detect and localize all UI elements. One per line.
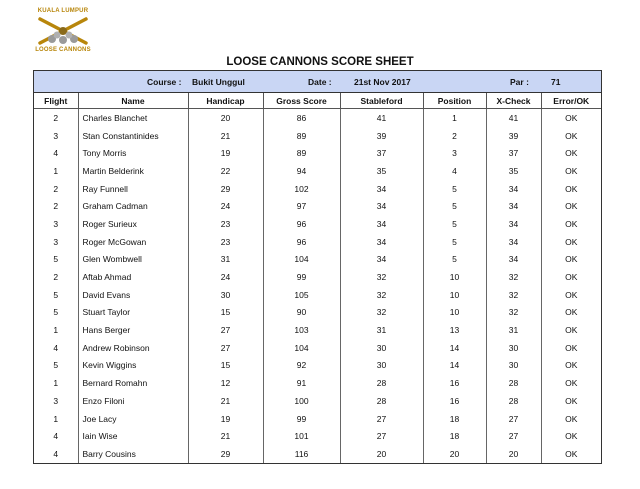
position-cell: 14 [423,339,486,357]
name-cell: Stuart Taylor [78,304,188,322]
status-cell: OK [565,431,578,442]
name-cell: Martin Belderink [78,162,188,180]
status-cell: OK [565,272,578,283]
gross-score-cell: 116 [263,445,340,463]
flight-cell: 4 [34,339,78,357]
stableford-cell: 34 [340,233,423,251]
name-cell: Joe Lacy [78,410,188,428]
table-row [34,233,601,251]
table-row [34,127,601,145]
par-label: Par : [510,77,529,87]
handicap-cell: 21 [188,392,263,410]
status-cell: OK [565,289,578,300]
flight-cell: 1 [34,410,78,428]
handicap-cell: 21 [188,127,263,145]
gross-score-cell: 90 [263,304,340,322]
handicap-cell: 31 [188,251,263,269]
course-info-bar [34,71,601,93]
col-stableford: Stableford [340,93,423,109]
gross-score-cell: 104 [263,251,340,269]
stableford-cell: 41 [340,109,423,127]
position-cell: 3 [423,144,486,162]
flight-cell: 3 [34,392,78,410]
gross-score-cell: 103 [263,321,340,339]
position-cell: 18 [423,410,486,428]
flight-cell: 1 [34,162,78,180]
course-label: Course : [147,77,182,87]
handicap-cell: 27 [188,321,263,339]
status-cell: OK [565,148,578,159]
name-cell: Barry Cousins [78,445,188,463]
position-cell: 10 [423,286,486,304]
status-cell: OK [565,165,578,176]
gross-score-cell: 100 [263,392,340,410]
gross-score-cell: 99 [263,410,340,428]
flight-cell: 5 [34,251,78,269]
flight-cell: 4 [34,144,78,162]
position-cell: 13 [423,321,486,339]
handicap-cell: 20 [188,109,263,127]
club-logo [30,8,96,54]
gross-score-cell: 104 [263,339,340,357]
status-cell: OK [565,307,578,318]
x-check-cell: 34 [486,197,541,215]
position-cell: 18 [423,427,486,445]
flight-cell: 3 [34,127,78,145]
stableford-cell: 27 [340,410,423,428]
status-cell: OK [565,395,578,406]
x-check-cell: 28 [486,392,541,410]
gross-score-cell: 97 [263,197,340,215]
position-cell: 5 [423,180,486,198]
table-row [34,180,601,198]
status-cell: OK [565,378,578,389]
stableford-cell: 34 [340,251,423,269]
status-cell: OK [565,218,578,229]
name-cell: Charles Blanchet [78,109,188,127]
stableford-cell: 20 [340,445,423,463]
x-check-cell: 39 [486,127,541,145]
name-cell: Andrew Robinson [78,339,188,357]
position-cell: 5 [423,215,486,233]
stableford-cell: 37 [340,144,423,162]
status-cell: OK [565,448,578,459]
handicap-cell: 15 [188,357,263,375]
position-cell: 5 [423,197,486,215]
table-row [34,374,601,392]
x-check-cell: 32 [486,304,541,322]
handicap-cell: 23 [188,215,263,233]
table-row [34,339,601,357]
handicap-cell: 12 [188,374,263,392]
table-row [34,162,601,180]
gross-score-cell: 91 [263,374,340,392]
status-cell: OK [565,112,578,123]
status-cell: OK [565,342,578,353]
col-flight: Flight [34,93,78,109]
status-cell: OK [565,360,578,371]
table-row [34,357,601,375]
stableford-cell: 32 [340,304,423,322]
name-cell: David Evans [78,286,188,304]
flight-cell: 5 [34,286,78,304]
table-row [34,215,601,233]
gross-score-cell: 94 [263,162,340,180]
position-cell: 14 [423,357,486,375]
flight-cell: 3 [34,215,78,233]
x-check-cell: 35 [486,162,541,180]
handicap-cell: 29 [188,180,263,198]
x-check-cell: 34 [486,180,541,198]
page-title: LOOSE CANNONS SCORE SHEET [226,56,414,68]
gross-score-cell: 101 [263,427,340,445]
table-row [34,321,601,339]
position-cell: 1 [423,109,486,127]
gross-score-cell: 92 [263,357,340,375]
status-cell: OK [565,130,578,141]
stableford-cell: 30 [340,357,423,375]
x-check-cell: 28 [486,374,541,392]
stableford-cell: 32 [340,286,423,304]
position-cell: 2 [423,127,486,145]
handicap-cell: 15 [188,304,263,322]
crossed-cannons-icon [36,15,90,47]
x-check-cell: 20 [486,445,541,463]
stableford-cell: 31 [340,321,423,339]
flight-cell: 2 [34,268,78,286]
handicap-cell: 19 [188,410,263,428]
gross-score-cell: 96 [263,215,340,233]
name-cell: Enzo Filoni [78,392,188,410]
flight-cell: 2 [34,197,78,215]
table-row [34,109,601,127]
col-x-check: X-Check [486,93,541,109]
handicap-cell: 22 [188,162,263,180]
scores-body [34,109,601,463]
handicap-cell: 24 [188,268,263,286]
flight-cell: 2 [34,109,78,127]
table-row [34,304,601,322]
stableford-cell: 28 [340,374,423,392]
par-value: 71 [551,77,561,87]
x-check-cell: 30 [486,357,541,375]
name-cell: Aftab Ahmad [78,268,188,286]
stableford-cell: 28 [340,392,423,410]
score-sheet [33,70,602,464]
name-cell: Kevin Wiggins [78,357,188,375]
status-cell: OK [565,236,578,247]
position-cell: 4 [423,162,486,180]
name-cell: Bernard Romahn [78,374,188,392]
x-check-cell: 34 [486,251,541,269]
gross-score-cell: 89 [263,144,340,162]
x-check-cell: 27 [486,410,541,428]
x-check-cell: 41 [486,109,541,127]
handicap-cell: 23 [188,233,263,251]
table-row [34,410,601,428]
handicap-cell: 29 [188,445,263,463]
name-cell: Tony Morris [78,144,188,162]
logo-bottom-text: LOOSE CANNONS [35,47,91,53]
scores-table [34,93,601,463]
col-name: Name [78,93,188,109]
handicap-cell: 27 [188,339,263,357]
name-cell: Roger McGowan [78,233,188,251]
status-cell: OK [565,254,578,265]
header-row [34,93,601,109]
table-row [34,427,601,445]
flight-cell: 4 [34,427,78,445]
logo-top-text: KUALA LUMPUR [37,8,89,14]
table-row [34,197,601,215]
date-value: 21st Nov 2017 [354,77,411,87]
table-row [34,286,601,304]
stableford-cell: 32 [340,268,423,286]
gross-score-cell: 102 [263,180,340,198]
status-cell: OK [565,413,578,424]
x-check-cell: 32 [486,268,541,286]
x-check-cell: 34 [486,215,541,233]
position-cell: 16 [423,392,486,410]
x-check-cell: 32 [486,286,541,304]
x-check-cell: 30 [486,339,541,357]
flight-cell: 4 [34,445,78,463]
col-gross-score: Gross Score [263,93,340,109]
stableford-cell: 34 [340,215,423,233]
stableford-cell: 35 [340,162,423,180]
status-cell: OK [565,201,578,212]
flight-cell: 1 [34,374,78,392]
position-cell: 10 [423,304,486,322]
date-label: Date : [308,77,332,87]
handicap-cell: 30 [188,286,263,304]
position-cell: 10 [423,268,486,286]
gross-score-cell: 105 [263,286,340,304]
stableford-cell: 34 [340,180,423,198]
col-error-ok: Error/OK [541,93,601,109]
col-handicap: Handicap [188,93,263,109]
table-row [34,144,601,162]
name-cell: Iain Wise [78,427,188,445]
position-cell: 20 [423,445,486,463]
gross-score-cell: 89 [263,127,340,145]
x-check-cell: 31 [486,321,541,339]
flight-cell: 1 [34,321,78,339]
stableford-cell: 34 [340,197,423,215]
status-cell: OK [565,183,578,194]
table-row [34,445,601,463]
stableford-cell: 39 [340,127,423,145]
name-cell: Ray Funnell [78,180,188,198]
x-check-cell: 34 [486,233,541,251]
name-cell: Stan Constantinides [78,127,188,145]
handicap-cell: 24 [188,197,263,215]
gross-score-cell: 99 [263,268,340,286]
handicap-cell: 19 [188,144,263,162]
flight-cell: 5 [34,304,78,322]
stableford-cell: 27 [340,427,423,445]
name-cell: Glen Wombwell [78,251,188,269]
x-check-cell: 27 [486,427,541,445]
col-position: Position [423,93,486,109]
table-row [34,251,601,269]
handicap-cell: 21 [188,427,263,445]
gross-score-cell: 86 [263,109,340,127]
flight-cell: 5 [34,357,78,375]
name-cell: Hans Berger [78,321,188,339]
gross-score-cell: 96 [263,233,340,251]
status-cell: OK [565,325,578,336]
flight-cell: 3 [34,233,78,251]
course-value: Bukit Unggul [192,77,245,87]
flight-cell: 2 [34,180,78,198]
position-cell: 5 [423,233,486,251]
position-cell: 16 [423,374,486,392]
x-check-cell: 37 [486,144,541,162]
table-row [34,268,601,286]
table-row [34,392,601,410]
position-cell: 5 [423,251,486,269]
stableford-cell: 30 [340,339,423,357]
name-cell: Roger Surieux [78,215,188,233]
name-cell: Graham Cadman [78,197,188,215]
